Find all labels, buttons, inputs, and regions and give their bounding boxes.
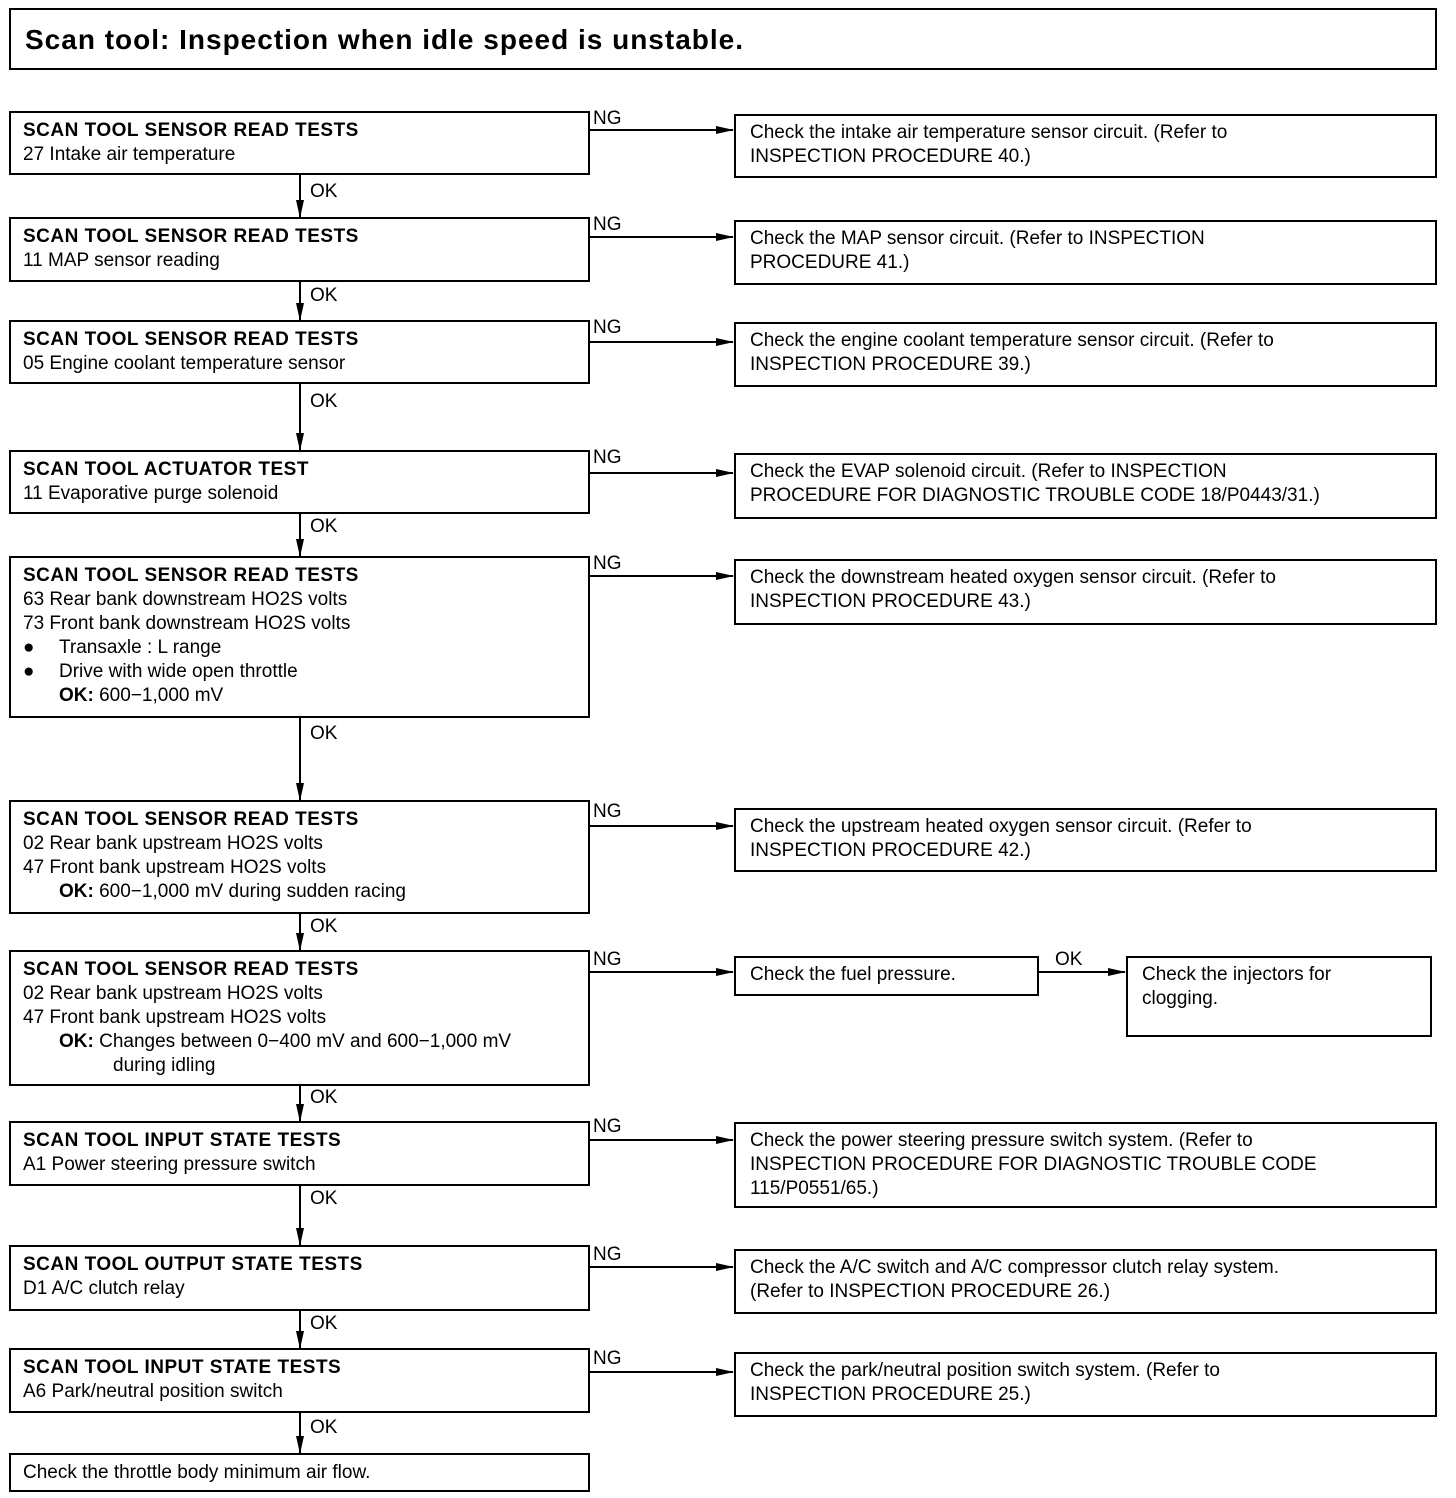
ok-label: OK [310, 181, 338, 202]
action-line: Check the park/neutral position switch system. (Refer to [750, 1360, 1220, 1381]
step-line: 47 Front bank upstream HO2S volts [23, 1007, 327, 1028]
action-line: INSPECTION PROCEDURE 40.) [750, 146, 1031, 167]
step-heading: SCAN TOOL INPUT STATE TESTS [23, 1130, 342, 1151]
ok-label: OK [310, 916, 338, 937]
step-line: A6 Park/neutral position switch [23, 1381, 283, 1402]
ok-label: OK [310, 391, 338, 412]
action-line: clogging. [1142, 988, 1219, 1009]
ng-action-box [734, 453, 1437, 519]
action-line: Check the EVAP solenoid circuit. (Refer to INSPECTION [750, 461, 1227, 482]
step-box [9, 950, 590, 1086]
ok-label: OK [310, 1087, 338, 1108]
ng-action-box [734, 1122, 1437, 1208]
bullet-text: Transaxle : L range [59, 637, 222, 658]
action-line: Check the intake air temperature sensor circuit. (Refer to [750, 122, 1228, 143]
ng-action-box [734, 1249, 1437, 1314]
ok-criterion [23, 1030, 576, 1054]
step-line: A1 Power steering pressure switch [23, 1154, 316, 1175]
action-line: INSPECTION PROCEDURE FOR DIAGNOSTIC TROUBLE CODE [750, 1154, 1317, 1175]
action-line: Check the engine coolant temperature sensor circuit. (Refer to [750, 330, 1274, 351]
action-line: INSPECTION PROCEDURE 39.) [750, 354, 1031, 375]
step-box [9, 111, 590, 175]
step-box [9, 1348, 590, 1413]
step-heading: SCAN TOOL SENSOR READ TESTS [23, 565, 359, 586]
bullet-text: Drive with wide open throttle [59, 661, 298, 682]
ng-label: NG [593, 553, 622, 574]
step-heading: SCAN TOOL SENSOR READ TESTS [23, 809, 359, 830]
step-box [9, 450, 590, 514]
ng-action-box [734, 220, 1437, 285]
ok-label: OK [310, 1188, 338, 1209]
ng-action-box [734, 808, 1437, 872]
step-heading: SCAN TOOL SENSOR READ TESTS [23, 120, 359, 141]
ok-criterion-label: OK: [59, 685, 94, 706]
ng-label: NG [593, 1116, 622, 1137]
step-heading: SCAN TOOL SENSOR READ TESTS [23, 226, 359, 247]
step-heading: SCAN TOOL OUTPUT STATE TESTS [23, 1254, 363, 1275]
action-line: Check the power steering pressure switch system. (Refer to [750, 1130, 1253, 1151]
ng-action-box [734, 1352, 1437, 1417]
step-line: 02 Rear bank upstream HO2S volts [23, 833, 323, 854]
action-line: INSPECTION PROCEDURE 42.) [750, 840, 1031, 861]
ok-criterion [23, 880, 576, 904]
ok-label: OK [310, 516, 338, 537]
ok-criterion-label: OK: [59, 1031, 94, 1052]
step-line: 47 Front bank upstream HO2S volts [23, 857, 327, 878]
step-bullet: ● Transaxle : L range [23, 637, 222, 658]
action-line: Check the A/C switch and A/C compressor clutch relay system. [750, 1257, 1280, 1278]
ng-label: NG [593, 949, 622, 970]
ok-criterion-cont: during idling [113, 1055, 216, 1076]
step-line: 27 Intake air temperature [23, 144, 236, 165]
ok-label: OK [310, 285, 338, 306]
final-step-text: Check the throttle body minimum air flow. [23, 1462, 371, 1483]
step-box [9, 320, 590, 384]
ng-label: NG [593, 317, 622, 338]
followup-action-box [1126, 956, 1432, 1037]
action-line: Check the upstream heated oxygen sensor circuit. (Refer to [750, 816, 1252, 837]
action-line: PROCEDURE FOR DIAGNOSTIC TROUBLE CODE 18/P0443/31.) [750, 485, 1320, 506]
ok-criterion-value: Changes between 0−400 mV and 600−1,000 mV [99, 1031, 512, 1052]
ng-label: NG [593, 1244, 622, 1265]
ok-criterion-label: OK: [59, 881, 94, 902]
step-line: 05 Engine coolant temperature sensor [23, 353, 346, 374]
step-heading: SCAN TOOL ACTUATOR TEST [23, 459, 309, 480]
step-box [9, 556, 590, 718]
ok-label: OK [310, 1313, 338, 1334]
step-bullet: ● Drive with wide open throttle [23, 661, 298, 682]
ok-criterion-value: 600−1,000 mV [99, 685, 224, 706]
action-line: Check the downstream heated oxygen sensor circuit. (Refer to [750, 567, 1276, 588]
ng-action-box [734, 322, 1437, 387]
step-line: 11 Evaporative purge solenoid [23, 483, 279, 504]
ng-label: NG [593, 214, 622, 235]
action-line: (Refer to INSPECTION PROCEDURE 26.) [750, 1281, 1111, 1302]
ng-label: NG [593, 108, 622, 129]
action-line: Check the MAP sensor circuit. (Refer to INSPECTION [750, 228, 1205, 249]
step-line: D1 A/C clutch relay [23, 1278, 185, 1299]
step-line: 73 Front bank downstream HO2S volts [23, 613, 351, 634]
action-line: Check the fuel pressure. [750, 964, 956, 985]
ng-action-box [734, 114, 1437, 178]
action-line: INSPECTION PROCEDURE 43.) [750, 591, 1031, 612]
ok-criterion [23, 684, 576, 708]
step-box [9, 1121, 590, 1186]
ng-action-box [734, 956, 1039, 996]
ng-label: NG [593, 801, 622, 822]
action-line: INSPECTION PROCEDURE 25.) [750, 1384, 1031, 1405]
step-line: 11 MAP sensor reading [23, 250, 220, 271]
ok-label: OK [310, 723, 338, 744]
ng-label: NG [593, 1348, 622, 1369]
action-line: 115/P0551/65.) [750, 1178, 879, 1199]
step-box [9, 800, 590, 914]
page-title: Scan tool: Inspection when idle speed is unstable. [9, 8, 1437, 70]
step-line: 63 Rear bank downstream HO2S volts [23, 589, 348, 610]
step-heading: SCAN TOOL SENSOR READ TESTS [23, 329, 359, 350]
step-box [9, 217, 590, 282]
step-heading: SCAN TOOL SENSOR READ TESTS [23, 959, 359, 980]
ok-label: OK [310, 1417, 338, 1438]
ok-label: OK [1055, 949, 1083, 970]
ok-criterion-value: 600−1,000 mV during sudden racing [99, 881, 406, 902]
final-step-box [9, 1453, 590, 1492]
ng-label: NG [593, 447, 622, 468]
step-line: 02 Rear bank upstream HO2S volts [23, 983, 323, 1004]
ng-action-box [734, 559, 1437, 625]
action-line: Check the injectors for [1142, 964, 1332, 985]
step-box [9, 1245, 590, 1311]
action-line: PROCEDURE 41.) [750, 252, 910, 273]
step-heading: SCAN TOOL INPUT STATE TESTS [23, 1357, 342, 1378]
